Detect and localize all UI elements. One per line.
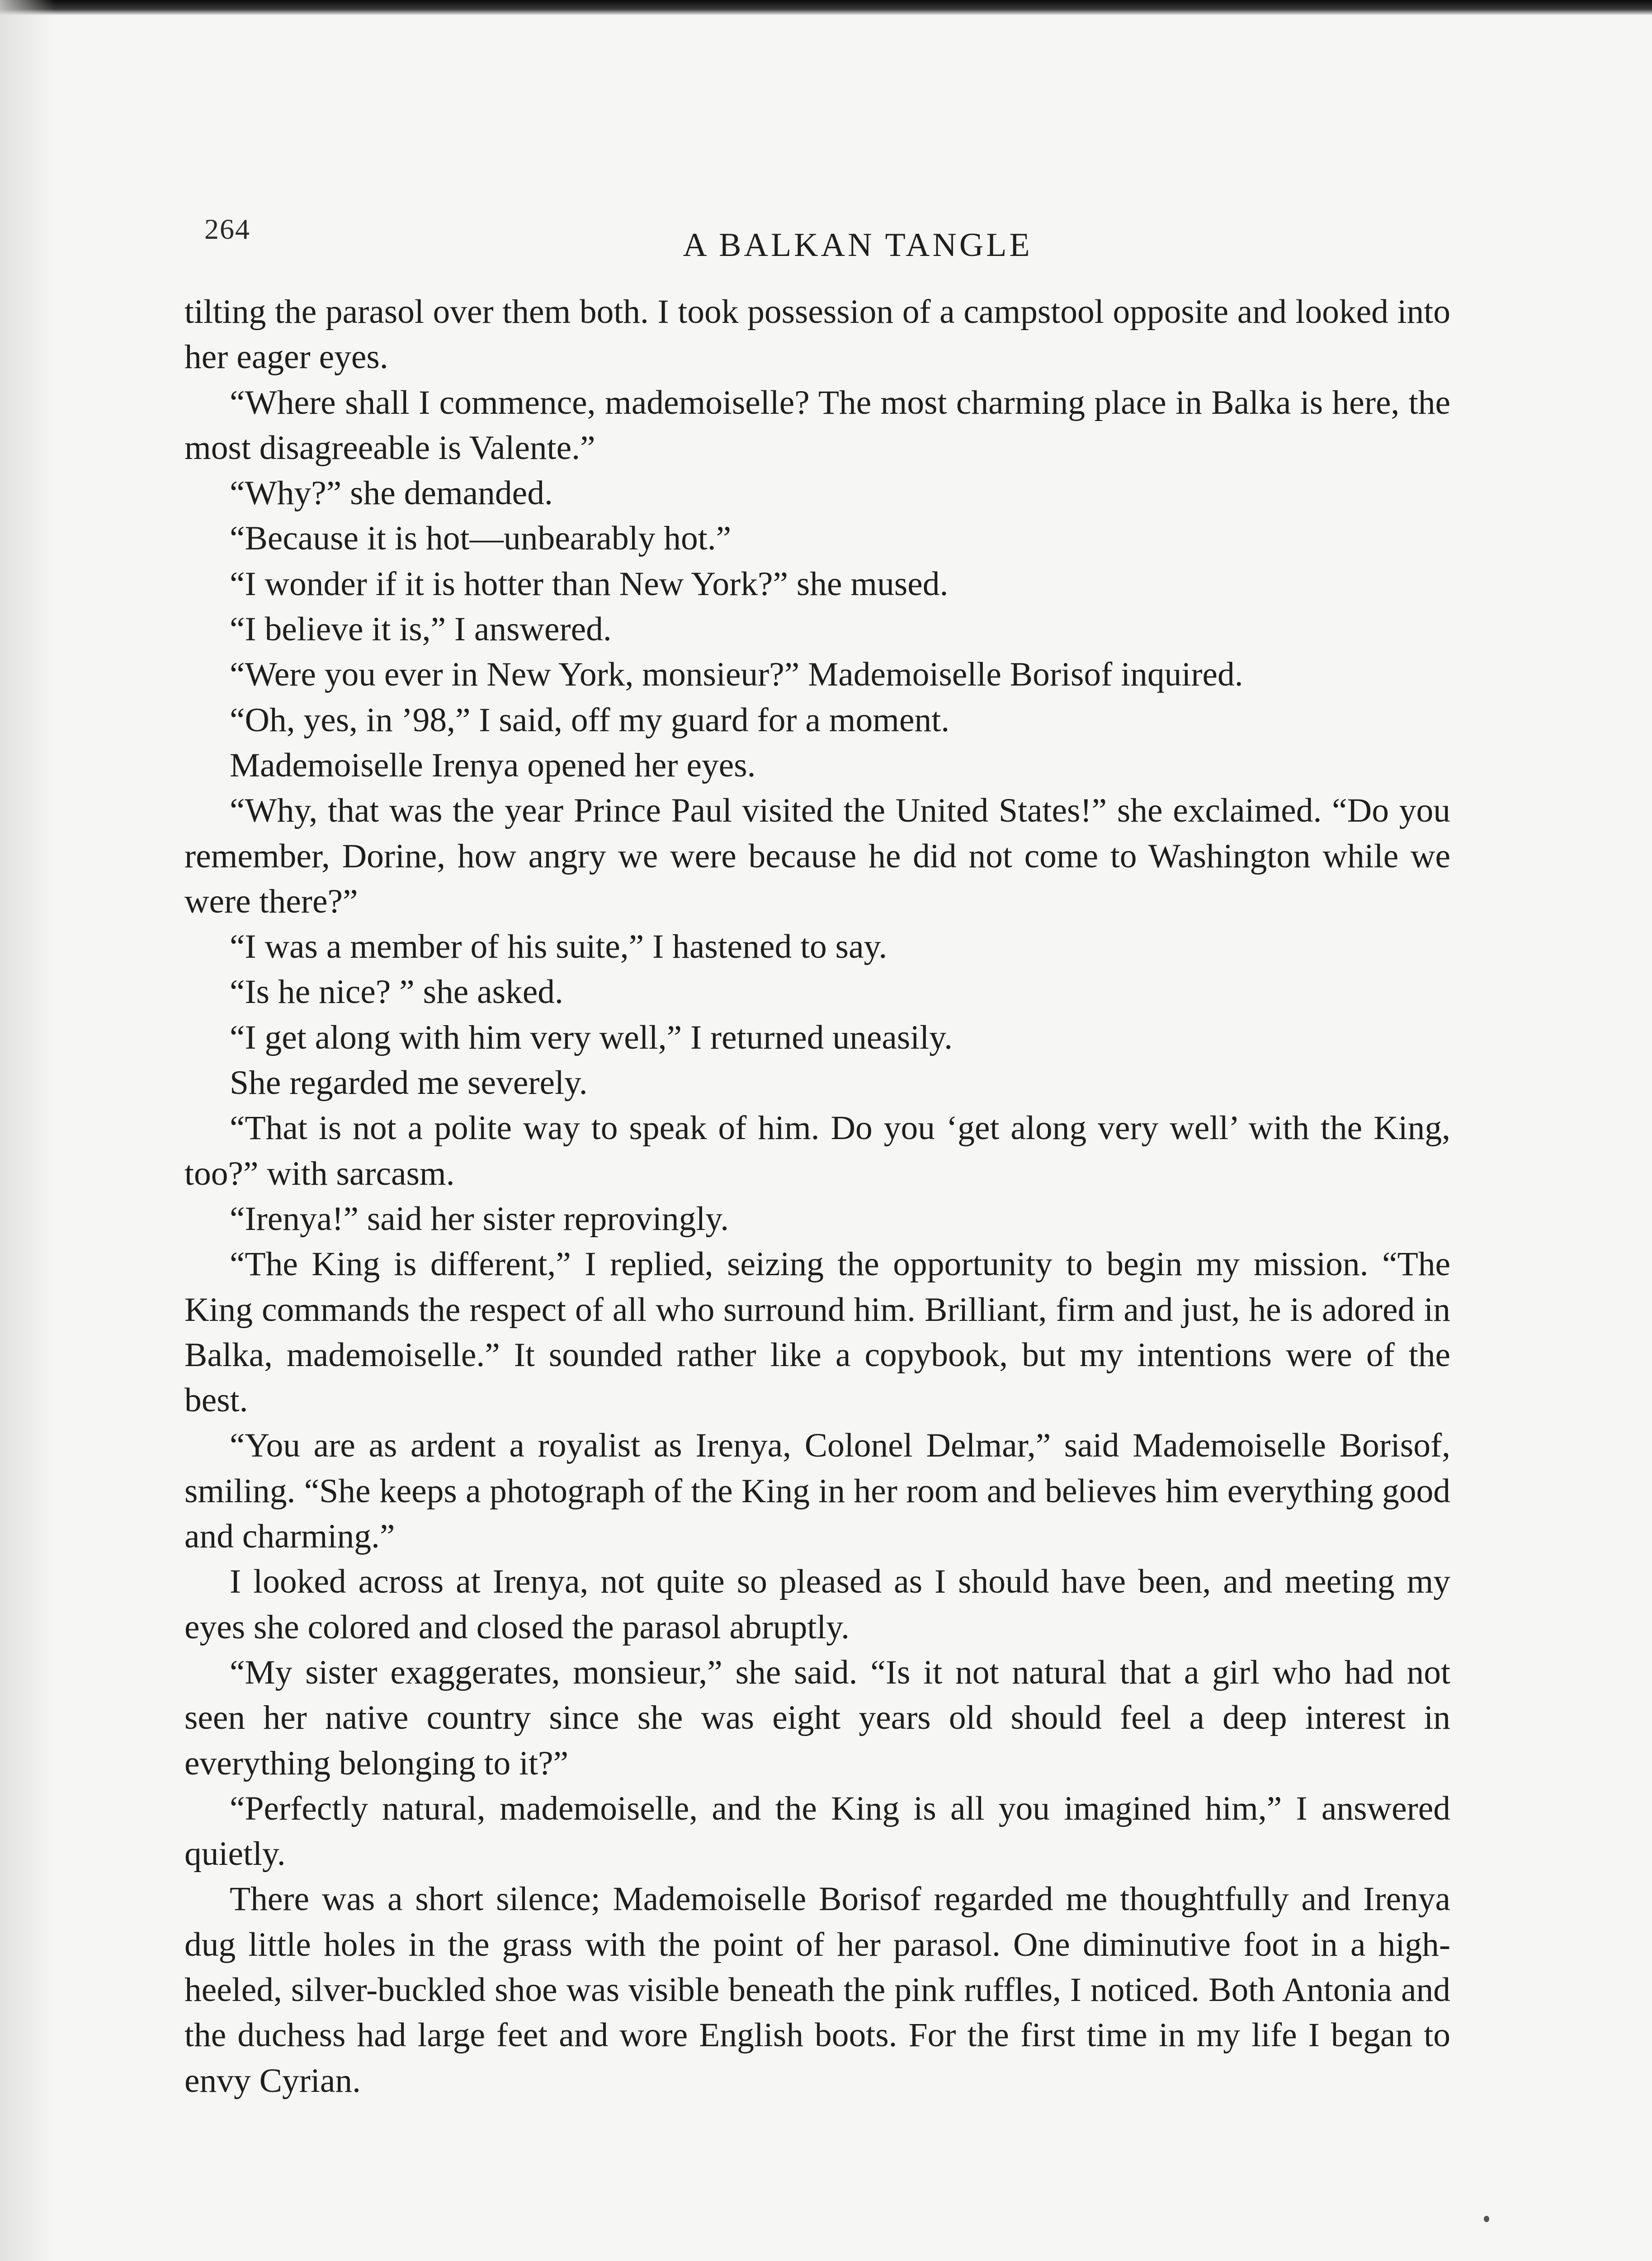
paragraph: “Were you ever in New York, monsieur?” Mademoiselle Borisof inquired. <box>230 656 1243 694</box>
paragraph: “Is he nice? ” she asked. <box>230 973 563 1011</box>
paragraph: “That is not a polite way to speak of him. Do you ‘get along very well’ with the King, too?” with sarcasm. <box>184 1109 1450 1192</box>
paragraph: “You are as ardent a royalist as Irenya, Colonel Delmar,” said Mademoiselle Borisof, smiling. “She keeps a photograph of the King in her room and believes him everything good and charming.” <box>184 1427 1450 1556</box>
paragraph: “Why?” she demanded. <box>230 474 553 512</box>
page-header <box>0 208 1652 271</box>
paragraph: Mademoiselle Irenya opened her eyes. <box>230 746 756 784</box>
paragraph: “Where shall I commence, mademoiselle? The most charming place in Balka is here, the most disagreeable is Valente.” <box>184 383 1450 467</box>
paragraph: “Because it is hot—unbearably hot.” <box>230 520 732 558</box>
paragraph: “I believe it is,” I answered. <box>230 610 612 648</box>
paragraph: “Why, that was the year Prince Paul visited the United States!” she exclaimed. “Do you remember, Dorine, how angry we were because he did not come to Washington while we were there?” <box>184 792 1450 920</box>
paragraph: I looked across at Irenya, not quite so pleased as I should have been, and meeting my eyes she colored and closed the parasol abruptly. <box>184 1563 1450 1646</box>
paragraph: “I get along with him very well,” I returned uneasily. <box>230 1018 953 1056</box>
paragraph: “I was a member of his suite,” I hastened to say. <box>230 928 887 966</box>
scan-speck <box>1484 2216 1489 2222</box>
paragraph: “The King is different,” I replied, seizing the opportunity to begin my mission. “The King commands the respect of all who surround him. Brilliant, firm and just, he is adored in Balka, mademoiselle.” It sounded rather like a copybook, but my intentions were of the best. <box>184 1245 1450 1419</box>
scan-left-shadow <box>0 0 54 2261</box>
body-text <box>184 289 1450 2104</box>
paragraph: “Oh, yes, in ’98,” I said, off my guard for a moment. <box>230 701 950 739</box>
paragraph: “I wonder if it is hotter than New York?” she mused. <box>230 565 949 603</box>
scan-top-edge <box>0 0 1652 15</box>
running-title: A BALKAN TANGLE <box>683 227 1033 264</box>
paragraph: tilting the parasol over them both. I took possession of a campstool opposite and looked into her eager eyes. <box>184 293 1450 376</box>
paragraph: There was a short silence; Mademoiselle Borisof regarded me thoughtfully and Irenya dug little holes in the grass with the point of her parasol. One diminutive foot in a high-heeled, silver-buckled shoe was visible beneath the pink ruffles, I noticed. Both Antonia and the duchess had large feet and wore English boots. For the first time in my life I began to envy Cyrian. <box>184 1880 1450 2100</box>
paragraph: “Perfectly natural, mademoiselle, and the King is all you imagined him,” I answered quietly. <box>184 1789 1450 1873</box>
page-number: 264 <box>204 213 250 245</box>
paragraph: “My sister exaggerates, monsieur,” she said. “Is it not natural that a girl who had not seen her native country since she was eight years old should feel a deep interest in everything belonging to it?” <box>184 1653 1450 1782</box>
paragraph: “Irenya!” said her sister reprovingly. <box>230 1200 729 1238</box>
paragraph: She regarded me severely. <box>230 1064 588 1102</box>
